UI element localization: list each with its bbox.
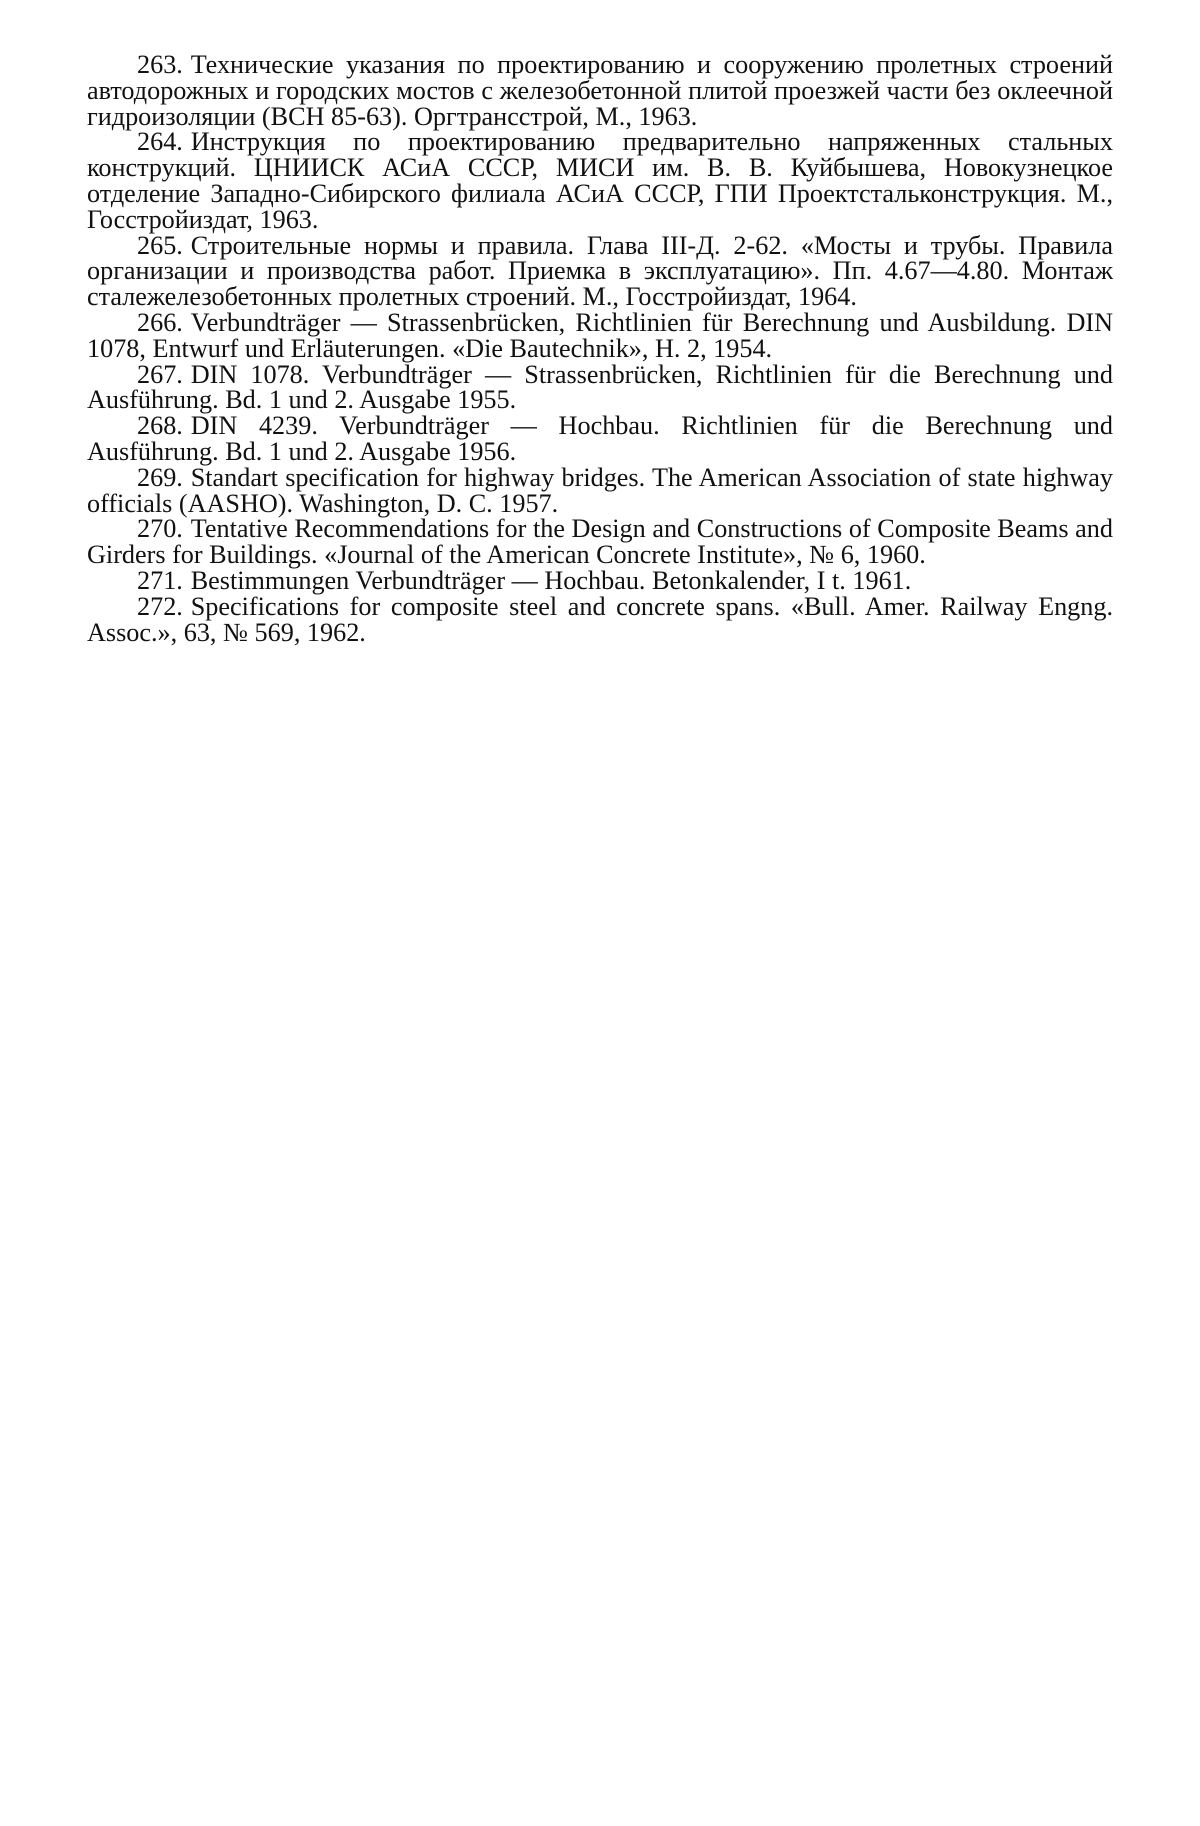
reference-number: 264. [137, 127, 183, 157]
reference-text: Standart specification for highway bridges. The American Association of state highway officials (AASHO). Washington, D. C. 1957. [87, 462, 1113, 518]
reference-number: 272. [137, 591, 183, 621]
reference-number: 269. [137, 462, 183, 492]
reference-entry [87, 359, 1113, 415]
reference-text: DIN 4239. Verbundträger — Hochbau. Richtlinien für die Berechnung und Ausführung. Bd. 1 und 2. Ausgabe 1956. [87, 411, 1113, 466]
reference-entry [87, 413, 1113, 465]
reference-entry [87, 230, 1113, 312]
reference-number: 271. [137, 565, 183, 595]
reference-text: Инструкция по проектированию предварительно напряженных стальных конструкций. ЦНИИСК АСиА СССР, МИСИ им. В. В. Куйбышева, Новокузнецкое отделение Западно-Сибирского филиала АСиА СССР, ГПИ Проектстальконструкция. М., Госстройиздат, 1963. [87, 127, 1113, 234]
reference-entry [87, 591, 1113, 647]
reference-entry [87, 129, 1113, 232]
reference-number: 270. [137, 514, 183, 544]
reference-entry [87, 516, 1113, 568]
reference-entry [87, 462, 1113, 518]
reference-text: Verbundträger — Strassenbrücken, Richtlinien für Berechnung und Ausbildung. DIN 1078, Entwurf und Erläuterungen. «Die Bautechnik», H. 2, 1954. [87, 307, 1113, 363]
reference-text: Строительные нормы и правила. Глава III-Д. 2-62. «Мосты и трубы. Правила организации и производства работ. Приемка в эксплуатацию». Пп. 4.67—4.80. Монтаж сталежелезобетонных пролетных строений. М., Госстройиздат, 1964. [87, 230, 1113, 312]
reference-number: 263. [137, 50, 183, 79]
reference-number: 266. [137, 307, 183, 337]
reference-number: 265. [137, 230, 183, 260]
reference-text: Specifications for composite steel and concrete spans. «Bull. Amer. Railway Engng. Assoc.», 63, № 569, 1962. [87, 591, 1113, 647]
reference-text: Tentative Recommendations for the Design and Constructions of Composite Beams and Girders for Buildings. «Journal of the American Concrete Institute», № 6, 1960. [87, 514, 1113, 570]
reference-entry [87, 565, 1113, 595]
reference-list [87, 52, 1113, 645]
reference-number: 267. [137, 359, 183, 389]
reference-number: 268. [137, 411, 183, 441]
reference-text: Bestimmungen Verbundträger — Hochbau. Betonkalender, I t. 1961. [190, 565, 912, 595]
reference-entry [87, 307, 1113, 363]
reference-text: DIN 1078. Verbundträger — Strassenbrücken, Richtlinien für die Berechnung und Ausführung. Bd. 1 und 2. Ausgabe 1955. [87, 359, 1113, 415]
reference-text: Технические указания по проектированию и сооружению пролетных строений автодорожных и городских мостов с железобетонной плитой проезжей части без оклеечной гидроизоляции (ВСН 85-63). Оргтрансстрой, М., 1963. [87, 50, 1113, 131]
reference-entry [87, 52, 1113, 129]
